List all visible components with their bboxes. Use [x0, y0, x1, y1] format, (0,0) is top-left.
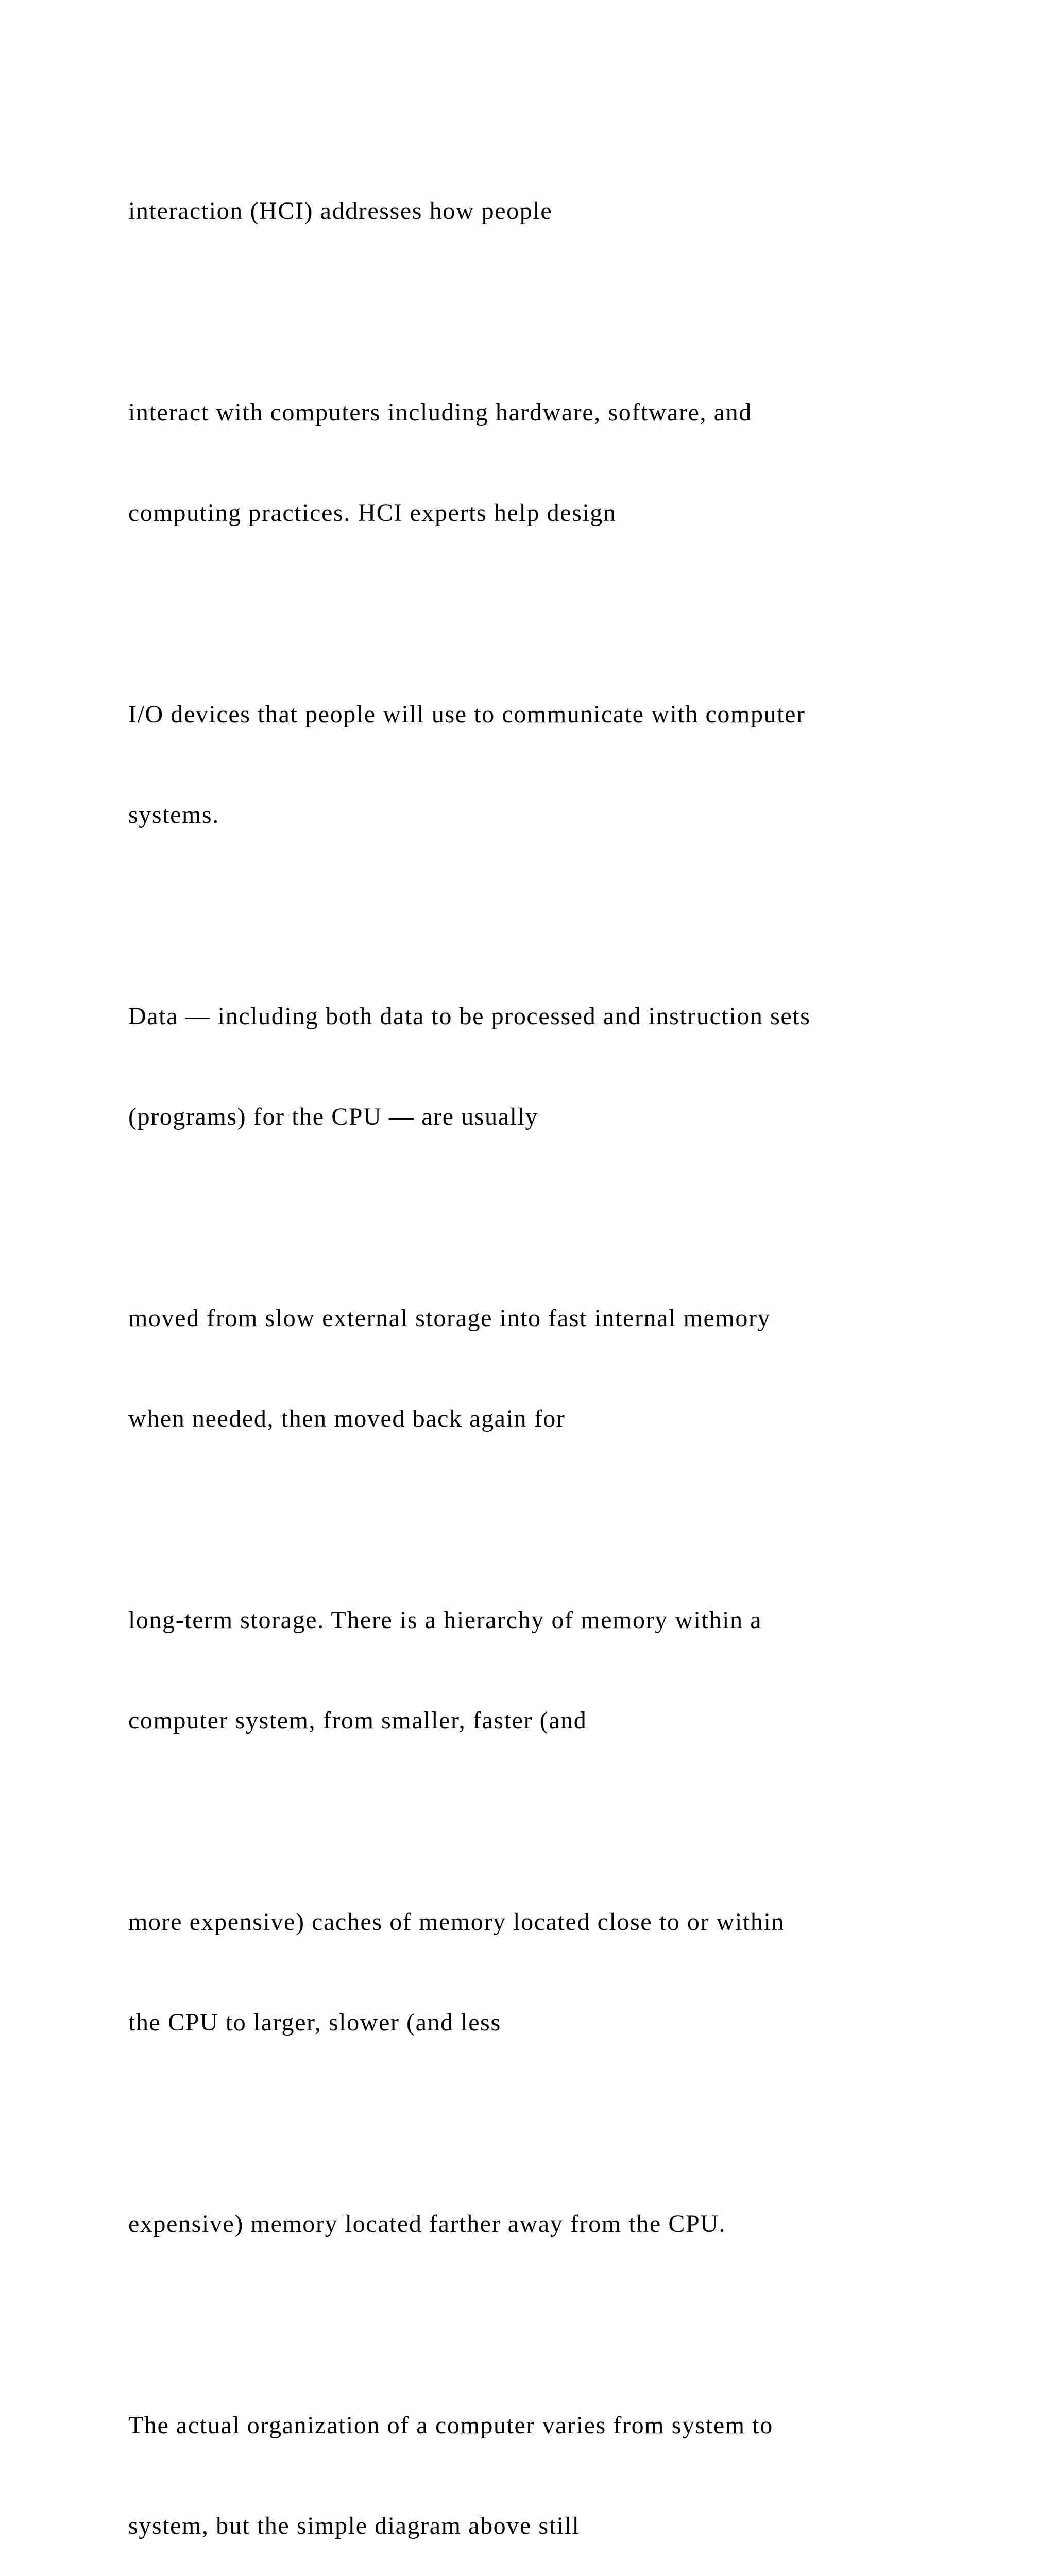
text-line: computer system, from smaller, faster (and	[128, 1707, 587, 1734]
text-line: long-term storage. There is a hierarchy of memory within a	[128, 1606, 762, 1634]
paragraph	[128, 329, 952, 597]
paragraph	[128, 1536, 952, 1804]
paragraph	[128, 2140, 952, 2308]
text-line: computing practices. HCI experts help design	[128, 499, 617, 527]
paragraph	[128, 127, 952, 295]
text-line: systems.	[128, 801, 219, 828]
text-line: expensive) memory located farther away from the CPU.	[128, 2210, 726, 2238]
paragraph	[128, 1838, 952, 2106]
text-line: I/O devices that people will use to communicate with computer	[128, 701, 806, 728]
text-line: more expensive) caches of memory located close to or within	[128, 1908, 785, 1936]
text-line: interact with computers including hardware, software, and	[128, 399, 752, 426]
text-line: moved from slow external storage into fast internal memory	[128, 1304, 771, 1332]
text-line: the CPU to larger, slower (and less	[128, 2009, 501, 2036]
text-line: when needed, then moved back again for	[128, 1405, 566, 1432]
text-line: The actual organization of a computer varies from system to	[128, 2412, 773, 2439]
text-line: interaction (HCI) addresses how people	[128, 197, 553, 225]
document-body	[128, 127, 952, 2576]
paragraph	[128, 1234, 952, 1502]
text-line: (programs) for the CPU — are usually	[128, 1103, 539, 1130]
paragraph	[128, 631, 952, 899]
paragraph	[128, 2342, 952, 2576]
text-line: system, but the simple diagram above still	[128, 2512, 580, 2539]
paragraph	[128, 933, 952, 1200]
text-line: Data — including both data to be processed and instruction sets	[128, 1003, 811, 1030]
